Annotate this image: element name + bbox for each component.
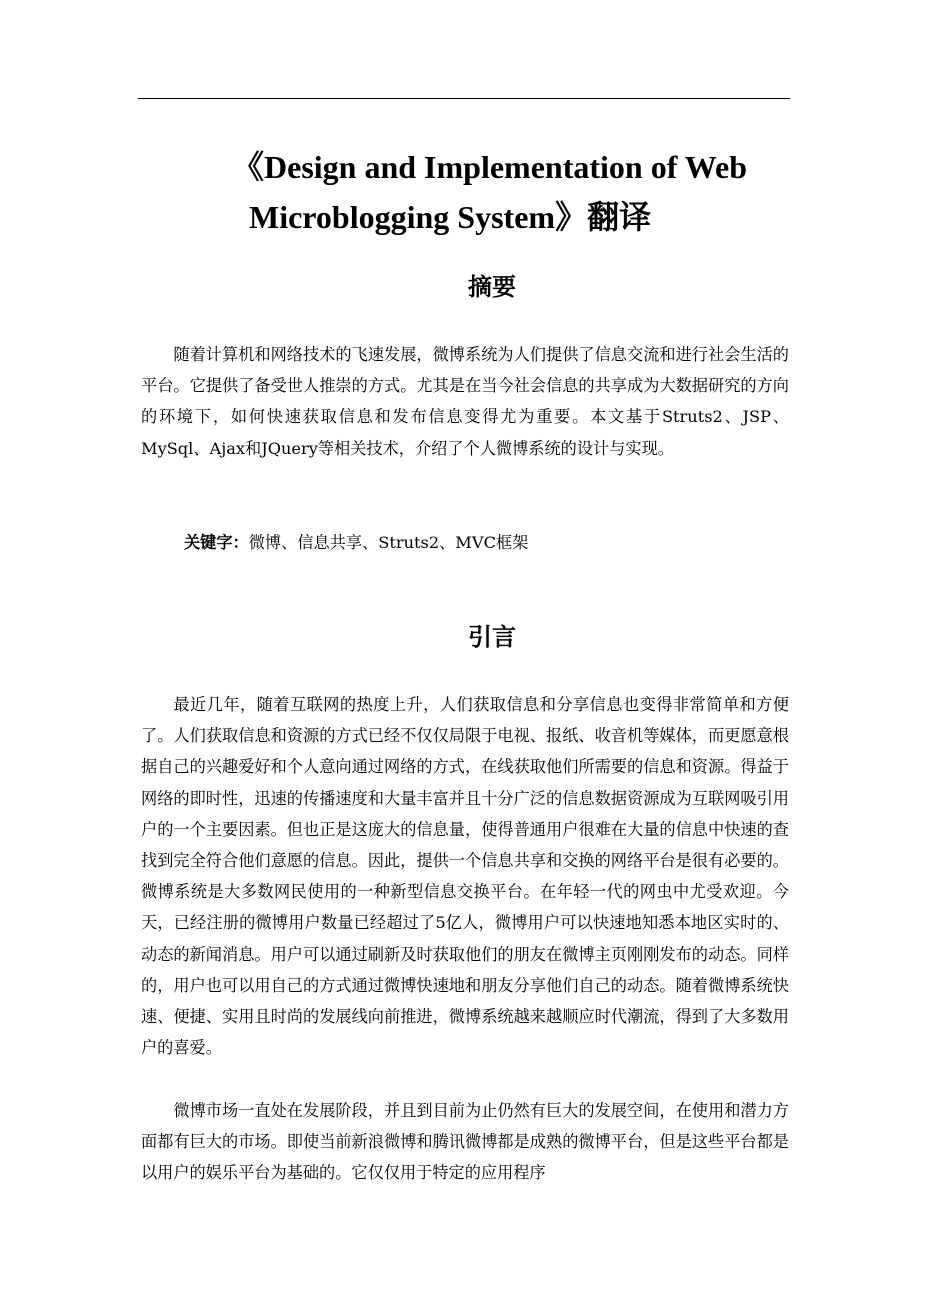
keywords-value: 微博、信息共享、Struts2、MVC框架 [248, 533, 529, 552]
document-title [232, 142, 832, 242]
header-rule [138, 98, 790, 99]
introduction-paragraph-2: 微博市场一直处在发展阶段，并且到目前为止仍然有巨大的发展空间，在使用和潜力方面都有巨大的市场。即使当前新浪微博和腾讯微博都是成熟的微博平台，但是这些平台都是以用户的娱乐平台为基础的。它仅仅用于特定的应用程序 [141, 1101, 789, 1183]
introduction-heading: 引言 [468, 623, 516, 651]
abstract-heading: 摘要 [468, 273, 516, 301]
abstract-body: 随着计算机和网络技术的飞速发展，微博系统为人们提供了信息交流和进行社会生活的平台。它提供了备受世人推崇的方式。尤其是在当今社会信息的共享成为大数据研究的方向的环境下，如何快速获取信息和发布信息变得尤为重要。本文基于Struts2、JSP、MySql、Ajax和JQuery等相关技术，介绍了个人微博系统的设计与实现。 [141, 345, 789, 458]
keywords-label: 关键字： [184, 533, 249, 552]
keywords-line [184, 527, 528, 558]
title-line-2: Microblogging System》翻译 [249, 199, 652, 235]
introduction-paragraph-1: 最近几年，随着互联网的热度上升，人们获取信息和分享信息也变得非常简单和方便了。人们获取信息和资源的方式已经不仅仅局限于电视、报纸、收音机等媒体，而更愿意根据自己的兴趣爱好和个人意向通过网络的方式，在线获取他们所需要的信息和资源。得益于网络的即时性，迅速的传播速度和大量丰富并且十分广泛的信息数据资源成为互联网吸引用户的一个主要因素。但也正是这庞大的信息量，使得普通用户很难在大量的信息中快速的查找到完全符合他们意愿的信息。因此，提供一个信息共享和交换的网络平台是很有必要的。微博系统是大多数网民使用的一种新型信息交换平台。在年轻一代的网虫中尤受欢迎。今天，已经注册的微博用户数量已经超过了5亿人，微博用户可以快速地知悉本地区实时的、动态的新闻消息。用户可以通过刷新及时获取他们的朋友在微博主页刚刚发布的动态。同样的，用户也可以用自己的方式通过微博快速地和朋友分享他们自己的动态。随着微博系统快速、便捷、实用且时尚的发展线向前推进，微博系统越来越顺应时代潮流，得到了大多数用户的喜爱。 [141, 695, 789, 1058]
title-line-1: 《Design and Implementation of Web [232, 149, 748, 185]
